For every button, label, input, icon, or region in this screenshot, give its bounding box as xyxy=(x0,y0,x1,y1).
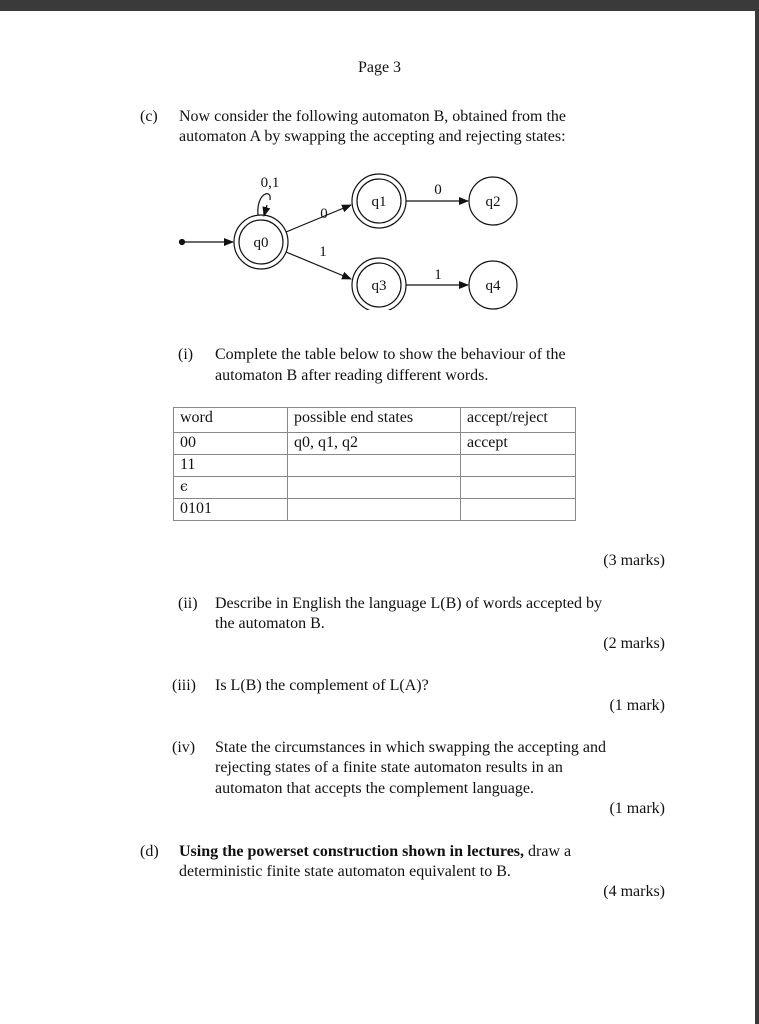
viewer-right-edge xyxy=(755,0,759,1024)
viewer-top-bar xyxy=(0,0,759,11)
state-q0-label: q0 xyxy=(253,235,269,251)
part-iv-label: (iv) xyxy=(172,739,196,756)
part-iv-text-line2: rejecting states of a finite state automaton results in an xyxy=(215,759,563,776)
edge-q0-q1 xyxy=(286,205,351,232)
part-d-text-rest: draw a xyxy=(524,843,572,860)
part-iv-text-line1: State the circumstances in which swapping the accepting and xyxy=(215,739,606,756)
loop-q0-label: 0,1 xyxy=(260,175,280,191)
table-cell: 0101 xyxy=(174,499,288,521)
table-cell xyxy=(288,455,461,477)
part-c-text-line2: automaton A by swapping the accepting and rejecting states: xyxy=(179,128,566,145)
start-dot xyxy=(180,240,185,245)
table-row xyxy=(174,455,576,477)
part-ii-text-line2: the automaton B. xyxy=(215,615,325,632)
table-row xyxy=(174,477,576,499)
part-iv-text-line3: automaton that accepts the complement language. xyxy=(215,780,534,797)
table-cell xyxy=(288,477,461,499)
part-iii-label: (iii) xyxy=(172,677,196,694)
loop-q0-head xyxy=(264,205,267,216)
table-cell: accept xyxy=(461,433,576,455)
table-cell xyxy=(461,477,576,499)
part-ii-label: (ii) xyxy=(178,595,198,612)
part-c-text-line1: Now consider the following automaton B, obtained from the xyxy=(179,108,567,125)
part-d-label: (d) xyxy=(140,843,159,860)
table-cell: ϵ xyxy=(174,477,288,499)
edge-q0-q1-label: 0 xyxy=(320,206,328,222)
table-cell xyxy=(461,455,576,477)
part-d-bold-text: Using the powerset construction shown in lectures, xyxy=(179,843,525,860)
edge-q0-q3-label: 1 xyxy=(319,244,327,260)
part-d-text-line2: deterministic finite state automaton equivalent to B. xyxy=(179,863,511,880)
edge-q1-q2-label: 0 xyxy=(434,182,442,198)
part-i-text-line2: automaton B after reading different words. xyxy=(215,367,489,384)
part-iii-text: Is L(B) the complement of L(A)? xyxy=(215,677,429,694)
part-ii-text-line1: Describe in English the language L(B) of words accepted by xyxy=(215,595,602,612)
table-cell: q0, q1, q2 xyxy=(288,433,461,455)
table-header-row xyxy=(174,408,576,433)
table-row xyxy=(174,499,576,521)
state-q4-label: q4 xyxy=(485,278,501,294)
marks-part-i: (3 marks) xyxy=(603,552,665,569)
table-header-cell: accept/reject xyxy=(461,408,576,433)
marks-part-iii: (1 mark) xyxy=(609,697,665,714)
marks-part-d: (4 marks) xyxy=(603,883,665,900)
table-header-cell: possible end states xyxy=(288,408,461,433)
state-q2-label: q2 xyxy=(485,194,501,210)
table-cell: 00 xyxy=(174,433,288,455)
state-q3-label: q3 xyxy=(371,278,387,294)
state-q1-label: q1 xyxy=(371,194,387,210)
edge-q3-q4-label: 1 xyxy=(434,267,442,283)
part-i-label: (i) xyxy=(178,346,194,363)
table-cell xyxy=(461,499,576,521)
table-header-cell: word xyxy=(174,408,288,433)
table-row xyxy=(174,433,576,455)
automaton-diagram xyxy=(160,160,540,310)
table-cell: 11 xyxy=(174,455,288,477)
page-title: Page 3 xyxy=(357,59,402,76)
marks-part-iv: (1 mark) xyxy=(609,800,665,817)
behaviour-table xyxy=(173,407,576,521)
table-cell xyxy=(288,499,461,521)
loop-q0 xyxy=(258,194,270,215)
marks-part-ii: (2 marks) xyxy=(603,635,665,652)
part-c-label: (c) xyxy=(140,108,158,125)
part-i-text-line1: Complete the table below to show the behaviour of the xyxy=(215,346,566,363)
part-d-text-line1 xyxy=(179,842,679,862)
